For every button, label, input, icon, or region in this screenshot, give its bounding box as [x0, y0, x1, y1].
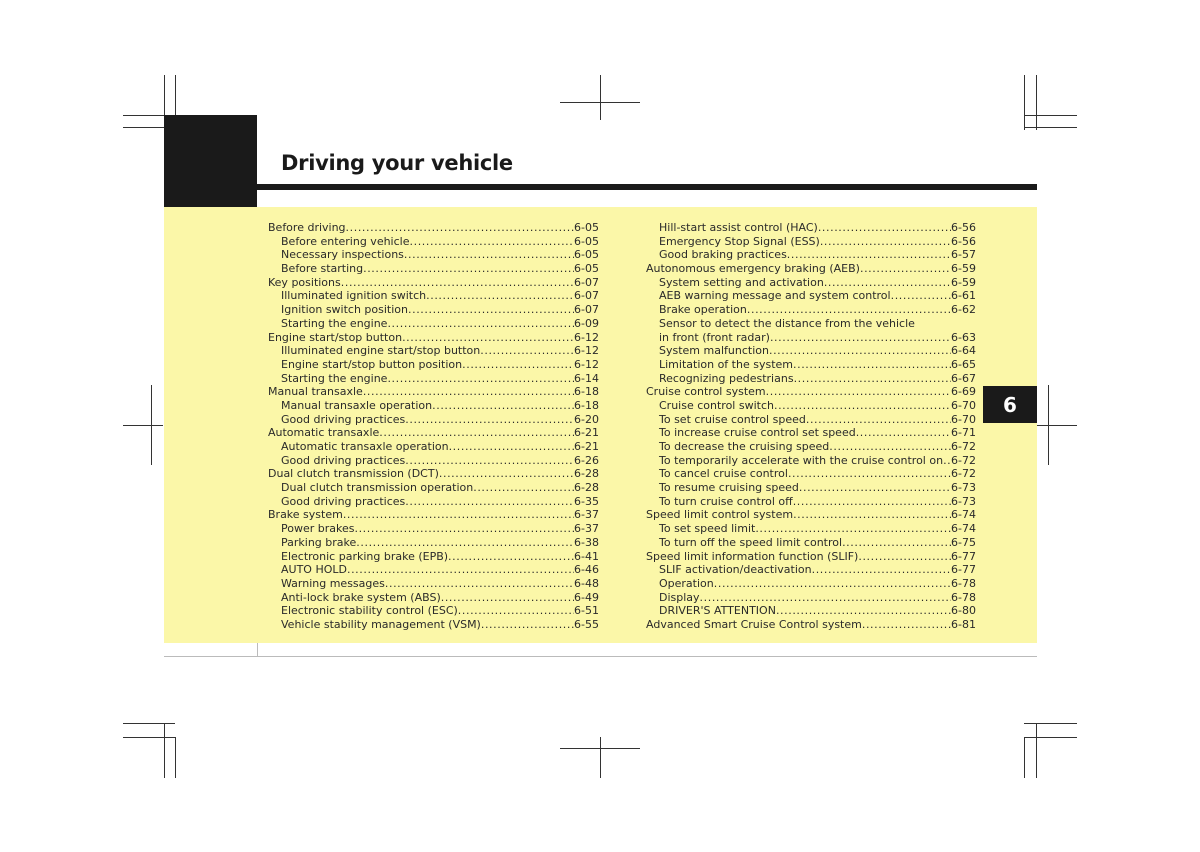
- toc-entry-page: 6-09: [574, 316, 599, 330]
- toc-entry[interactable]: [268, 536, 599, 550]
- toc-entry-title: Starting the engine: [281, 371, 388, 385]
- dot-leader: [818, 221, 951, 235]
- toc-entry-title: Manual transaxle operation: [281, 398, 433, 412]
- dot-leader: [341, 276, 574, 290]
- toc-entry-title: Good braking practices: [659, 248, 787, 262]
- toc-entry-page: 6-72: [951, 467, 976, 481]
- registration-mark: [560, 748, 640, 749]
- toc-entry-page: 6-70: [951, 412, 976, 426]
- chapter-tab: 6: [983, 386, 1037, 423]
- toc-entry-title: Display: [659, 590, 700, 604]
- toc-entry-title: To set speed limit: [659, 522, 756, 536]
- toc-entry-page: 6-51: [574, 604, 599, 618]
- toc-entry-page: 6-56: [951, 221, 976, 234]
- toc-entry[interactable]: [646, 276, 976, 290]
- dot-leader: [770, 331, 951, 345]
- toc-entry-title: Hill-start assist control (HAC): [659, 221, 818, 234]
- dot-leader: [769, 344, 951, 358]
- dot-leader: [347, 563, 574, 577]
- toc-entry-title: Illuminated ignition switch: [281, 289, 427, 303]
- toc-entry[interactable]: [268, 331, 599, 345]
- toc-entry[interactable]: [646, 508, 976, 522]
- dot-leader: [387, 372, 574, 386]
- toc-entry[interactable]: [268, 495, 599, 509]
- toc-entry-page: 6-14: [574, 371, 599, 385]
- dot-leader: [363, 385, 574, 399]
- dot-leader: [774, 399, 951, 413]
- toc-entry-title: Power brakes: [281, 522, 355, 536]
- toc-entry[interactable]: [646, 426, 976, 440]
- dot-leader: [410, 235, 575, 249]
- toc-entry[interactable]: [268, 358, 599, 372]
- toc-entry[interactable]: [646, 495, 976, 509]
- toc-entry-page: 6-37: [574, 522, 599, 536]
- crop-mark: [1024, 737, 1077, 738]
- crop-mark: [164, 723, 165, 778]
- dot-leader: [943, 454, 951, 468]
- toc-entry-page: 6-65: [951, 357, 976, 371]
- toc-entry[interactable]: [646, 577, 976, 591]
- toc-entry-title: To set cruise control speed: [659, 412, 806, 426]
- toc-entry-title: Electronic parking brake (EPB): [281, 549, 449, 563]
- crop-mark: [1024, 127, 1077, 128]
- toc-entry[interactable]: [646, 550, 976, 564]
- dot-leader: [408, 303, 574, 317]
- toc-entry[interactable]: [646, 344, 976, 358]
- toc-entry[interactable]: [268, 563, 599, 577]
- registration-mark: [1037, 425, 1077, 426]
- toc-entry[interactable]: [646, 618, 976, 632]
- toc-entry-page: 6-61: [951, 289, 976, 303]
- crop-mark: [1024, 737, 1025, 778]
- toc-entry-page: 6-05: [574, 221, 599, 234]
- toc-entry-title: Operation: [659, 576, 714, 590]
- toc-entry-page: 6-64: [951, 344, 976, 358]
- dot-leader: [385, 577, 574, 591]
- toc-entry[interactable]: [646, 372, 976, 386]
- toc-entry[interactable]: [646, 440, 976, 454]
- toc-entry[interactable]: [646, 235, 976, 249]
- toc-entry-title: Limitation of the system: [659, 357, 793, 371]
- toc-entry-title: To resume cruising speed: [659, 481, 799, 495]
- toc-entry-page: 6-67: [951, 371, 976, 385]
- toc-entry[interactable]: [646, 399, 976, 413]
- toc-entry[interactable]: [646, 467, 976, 481]
- toc-entry[interactable]: [268, 467, 599, 481]
- dot-leader: [379, 426, 574, 440]
- toc-entry-page: 6-59: [951, 275, 976, 289]
- toc-entry[interactable]: [646, 563, 976, 577]
- toc-entry[interactable]: [268, 591, 599, 605]
- toc-entry-title: Cruise control system: [646, 385, 766, 399]
- toc-entry-title: Illuminated engine start/stop button: [281, 344, 481, 358]
- dot-leader: [799, 481, 951, 495]
- toc-entry-title: Starting the engine: [281, 316, 388, 330]
- toc-entry-title: Advanced Smart Cruise Control system: [646, 617, 862, 631]
- toc-entry-page: 6-21: [574, 426, 599, 440]
- toc-entry-title: To turn off the speed limit control: [659, 535, 843, 549]
- toc-entry-title: System malfunction: [659, 344, 769, 358]
- toc-entry-title: Brake operation: [659, 303, 747, 317]
- toc-entry-title: Speed limit information function (SLIF): [646, 549, 859, 563]
- dot-leader: [787, 248, 951, 262]
- toc-entry-title: Automatic transaxle: [268, 426, 380, 440]
- toc-entry[interactable]: [268, 550, 599, 564]
- toc-entry[interactable]: [646, 221, 976, 235]
- toc-entry-page: 6-07: [574, 289, 599, 303]
- toc-entry[interactable]: [268, 276, 599, 290]
- toc-entry-title: Dual clutch transmission (DCT): [268, 467, 439, 481]
- dot-leader: [405, 495, 574, 509]
- toc-entry-title: Vehicle stability management (VSM): [281, 617, 481, 631]
- crop-mark: [175, 737, 176, 778]
- dot-leader: [448, 550, 574, 564]
- toc-entry[interactable]: [268, 303, 599, 317]
- dot-leader: [426, 289, 574, 303]
- toc-entry-page: 6-46: [574, 563, 599, 577]
- dot-leader: [480, 344, 574, 358]
- toc-entry-page: 6-48: [574, 576, 599, 590]
- dot-leader: [700, 591, 951, 605]
- dot-leader: [891, 289, 951, 303]
- toc-entry[interactable]: [268, 618, 599, 632]
- toc-entry-title: Engine start/stop button: [268, 330, 403, 344]
- dot-leader: [856, 426, 951, 440]
- toc-entry-page: 6-07: [574, 275, 599, 289]
- dot-leader: [356, 536, 574, 550]
- toc-entry-page: 6-71: [951, 426, 976, 440]
- toc-entry-page: 6-57: [951, 248, 976, 262]
- toc-entry-title: Automatic transaxle operation: [281, 440, 449, 453]
- toc-entry-title: Ignition switch position: [281, 303, 409, 317]
- toc-entry[interactable]: [268, 262, 599, 276]
- toc-entry-title: Before starting: [281, 262, 364, 276]
- toc-entry[interactable]: [268, 344, 599, 358]
- toc-entry[interactable]: [646, 454, 976, 468]
- toc-entry-page: 6-28: [574, 467, 599, 481]
- dot-leader: [755, 522, 951, 536]
- toc-entry-page: 6-05: [574, 248, 599, 262]
- page-title: Driving your vehicle: [281, 151, 513, 175]
- toc-entry-title: Key positions: [268, 275, 341, 289]
- dot-leader: [405, 413, 574, 427]
- crop-mark: [1024, 723, 1077, 724]
- toc-entry-page: 6-74: [951, 522, 976, 536]
- dot-leader: [363, 262, 574, 276]
- toc-entry-title: Good driving practices: [281, 453, 406, 467]
- toc-entry-page: 6-75: [951, 535, 976, 549]
- toc-entry-title: Speed limit control system: [646, 508, 794, 522]
- dot-leader: [449, 440, 574, 454]
- toc-entry[interactable]: [268, 399, 599, 413]
- dot-leader: [462, 358, 574, 372]
- dot-leader: [812, 563, 951, 577]
- toc-entry[interactable]: [646, 248, 976, 262]
- toc-entry-page: 6-73: [951, 494, 976, 508]
- dot-leader: [824, 276, 951, 290]
- toc-entry[interactable]: [646, 262, 976, 276]
- toc-entry-title: To temporarily accelerate with the cruise control on: [659, 453, 944, 467]
- toc-entry-page: 6-70: [951, 398, 976, 412]
- toc-entry-page: 6-59: [951, 262, 976, 276]
- toc-entry-title: Brake system: [268, 508, 343, 522]
- toc-entry-title: Parking brake: [281, 535, 357, 549]
- toc-entry-page: 6-21: [574, 440, 599, 453]
- dot-leader: [354, 522, 574, 536]
- toc-entry-title: AEB warning message and system control: [659, 289, 891, 303]
- dot-leader: [458, 604, 574, 618]
- toc-entry-page: 6-12: [574, 357, 599, 371]
- dot-leader: [432, 399, 574, 413]
- dot-leader: [858, 550, 951, 564]
- toc-entry[interactable]: [268, 522, 599, 536]
- toc-entry[interactable]: [268, 577, 599, 591]
- registration-mark: [560, 102, 640, 103]
- toc-entry-title: Before entering vehicle: [281, 234, 410, 248]
- toc-entry-title: Warning messages: [281, 576, 385, 590]
- toc-entry-page: 6-62: [951, 303, 976, 317]
- dot-leader: [473, 481, 574, 495]
- toc-entry-title: Good driving practices: [281, 494, 406, 508]
- registration-mark: [123, 425, 163, 426]
- toc-column-right: [646, 221, 976, 632]
- toc-entry-title: Emergency Stop Signal (ESS): [659, 234, 820, 248]
- toc-entry-page: 6-77: [951, 563, 976, 577]
- crop-mark: [1036, 723, 1037, 778]
- toc-entry[interactable]: [646, 303, 976, 317]
- dot-leader: [794, 372, 951, 386]
- footer-rule: [164, 656, 1037, 657]
- dot-leader: [793, 495, 951, 509]
- toc-entry-page: 6-72: [951, 440, 976, 453]
- dot-leader: [806, 413, 951, 427]
- dot-leader: [402, 331, 574, 345]
- toc-entry-page: 6-55: [574, 617, 599, 631]
- dot-leader: [405, 454, 574, 468]
- crop-mark: [1024, 115, 1077, 116]
- toc-entry-page: 6-05: [574, 262, 599, 276]
- dot-leader: [860, 262, 951, 276]
- toc-entry-page: 6-41: [574, 549, 599, 563]
- toc-entry-page: 6-69: [951, 385, 976, 399]
- toc-column-left: [268, 221, 599, 632]
- toc-entry-title: Anti-lock brake system (ABS): [281, 590, 441, 604]
- dot-leader: [776, 604, 951, 618]
- toc-entry[interactable]: [268, 385, 599, 399]
- crop-mark: [1036, 75, 1037, 130]
- toc-entry[interactable]: [268, 221, 599, 235]
- toc-entry-page: 6-77: [951, 549, 976, 563]
- toc-entry-title: To increase cruise control set speed: [659, 426, 856, 440]
- dot-leader: [862, 618, 951, 632]
- toc-entry[interactable]: [646, 604, 976, 618]
- dot-leader: [404, 248, 574, 262]
- toc-entry-page: 6-72: [951, 453, 976, 467]
- toc-entry-page: 6-18: [574, 385, 599, 399]
- dot-leader: [788, 467, 951, 481]
- toc-entry-page: 6-12: [574, 344, 599, 358]
- toc-entry-page: 6-73: [951, 481, 976, 495]
- toc-entry-page: 6-28: [574, 481, 599, 495]
- crop-mark: [123, 723, 175, 724]
- toc-entry-title: Cruise control switch: [659, 398, 774, 412]
- toc-entry[interactable]: [268, 289, 599, 303]
- toc-entry-title: DRIVER'S ATTENTION: [659, 604, 776, 618]
- toc-entry[interactable]: [268, 508, 599, 522]
- toc-entry[interactable]: [268, 248, 599, 262]
- dot-leader: [439, 467, 574, 481]
- toc-entry-page: 6-26: [574, 453, 599, 467]
- toc-entry-page: 6-05: [574, 234, 599, 248]
- toc-entry-title: Electronic stability control (ESC): [281, 604, 458, 618]
- toc-entry[interactable]: [646, 536, 976, 550]
- toc-entry-title: Manual transaxle: [268, 385, 363, 399]
- toc-entry[interactable]: [646, 385, 976, 399]
- toc-entry-title: Before driving: [268, 221, 346, 234]
- toc-entry[interactable]: [268, 372, 599, 386]
- toc-entry-title: Dual clutch transmission operation: [281, 481, 474, 495]
- toc-entry[interactable]: [646, 358, 976, 372]
- toc-entry-title: To decrease the cruising speed: [659, 440, 830, 453]
- dot-leader: [387, 317, 574, 331]
- toc-entry[interactable]: [268, 440, 599, 454]
- title-rule: [257, 184, 1037, 190]
- dot-leader: [766, 385, 951, 399]
- toc-entry-title: Recognizing pedestrians: [659, 371, 794, 385]
- crop-mark: [123, 737, 175, 738]
- toc-entry-title: Engine start/stop button position: [281, 357, 463, 371]
- toc-entry[interactable]: [646, 481, 976, 495]
- toc-entry-page: 6-37: [574, 508, 599, 522]
- dot-leader: [481, 618, 574, 632]
- toc-entry[interactable]: [268, 235, 599, 249]
- toc-entry-page: 6-78: [951, 590, 976, 604]
- toc-entry[interactable]: [646, 413, 976, 427]
- toc-entry-title: Necessary inspections: [281, 248, 404, 262]
- toc-entry-title: To cancel cruise control: [659, 467, 788, 481]
- toc-entry-page: 6-07: [574, 303, 599, 317]
- toc-entry-title: To turn cruise control off: [659, 494, 793, 508]
- dot-leader: [793, 358, 951, 372]
- toc-entry-title: AUTO HOLD: [281, 563, 347, 577]
- dot-leader: [820, 235, 951, 249]
- toc-entry-page: 6-38: [574, 535, 599, 549]
- dot-leader: [793, 508, 951, 522]
- registration-mark: [600, 75, 601, 120]
- dot-leader: [747, 303, 951, 317]
- crop-mark: [1024, 75, 1025, 130]
- toc-entry-title: Sensor to detect the distance from the vehicle: [659, 316, 915, 330]
- dot-leader: [714, 577, 951, 591]
- toc-entry-page: 6-74: [951, 508, 976, 522]
- toc-entry-page: 6-56: [951, 234, 976, 248]
- toc-entry-page: 6-81: [951, 617, 976, 631]
- toc-entry[interactable]: [268, 317, 599, 331]
- chapter-header-block: [164, 115, 257, 207]
- toc-entry-page: 6-18: [574, 398, 599, 412]
- toc-entry[interactable]: [268, 481, 599, 495]
- toc-entry[interactable]: [646, 331, 976, 345]
- dot-leader: [842, 536, 951, 550]
- dot-leader: [346, 221, 574, 235]
- dot-leader: [343, 508, 574, 522]
- toc-entry-page: 6-78: [951, 576, 976, 590]
- toc-entry[interactable]: [268, 454, 599, 468]
- toc-entry-page: 6-63: [951, 330, 976, 344]
- toc-entry[interactable]: [646, 317, 976, 331]
- registration-mark: [600, 737, 601, 778]
- toc-entry-page: 6-80: [951, 604, 976, 618]
- toc-entry[interactable]: [646, 522, 976, 536]
- footer-divider: [257, 643, 258, 657]
- toc-entry-title: Autonomous emergency braking (AEB): [646, 262, 860, 276]
- toc-entry-title: System setting and activation: [659, 275, 824, 289]
- toc-entry-title: Good driving practices: [281, 412, 406, 426]
- toc-entry[interactable]: [268, 413, 599, 427]
- toc-entry-page: 6-35: [574, 494, 599, 508]
- dot-leader: [441, 591, 574, 605]
- toc-entry[interactable]: [646, 289, 976, 303]
- toc-entry-page: 6-12: [574, 330, 599, 344]
- toc-entry[interactable]: [268, 604, 599, 618]
- toc-entry-page: 6-49: [574, 590, 599, 604]
- toc-entry[interactable]: [268, 426, 599, 440]
- toc-entry-title: in front (front radar): [659, 330, 770, 344]
- toc-entry[interactable]: [646, 591, 976, 605]
- toc-entry-title: SLIF activation/deactivation: [659, 563, 812, 577]
- dot-leader: [829, 440, 951, 454]
- toc-entry-page: 6-20: [574, 412, 599, 426]
